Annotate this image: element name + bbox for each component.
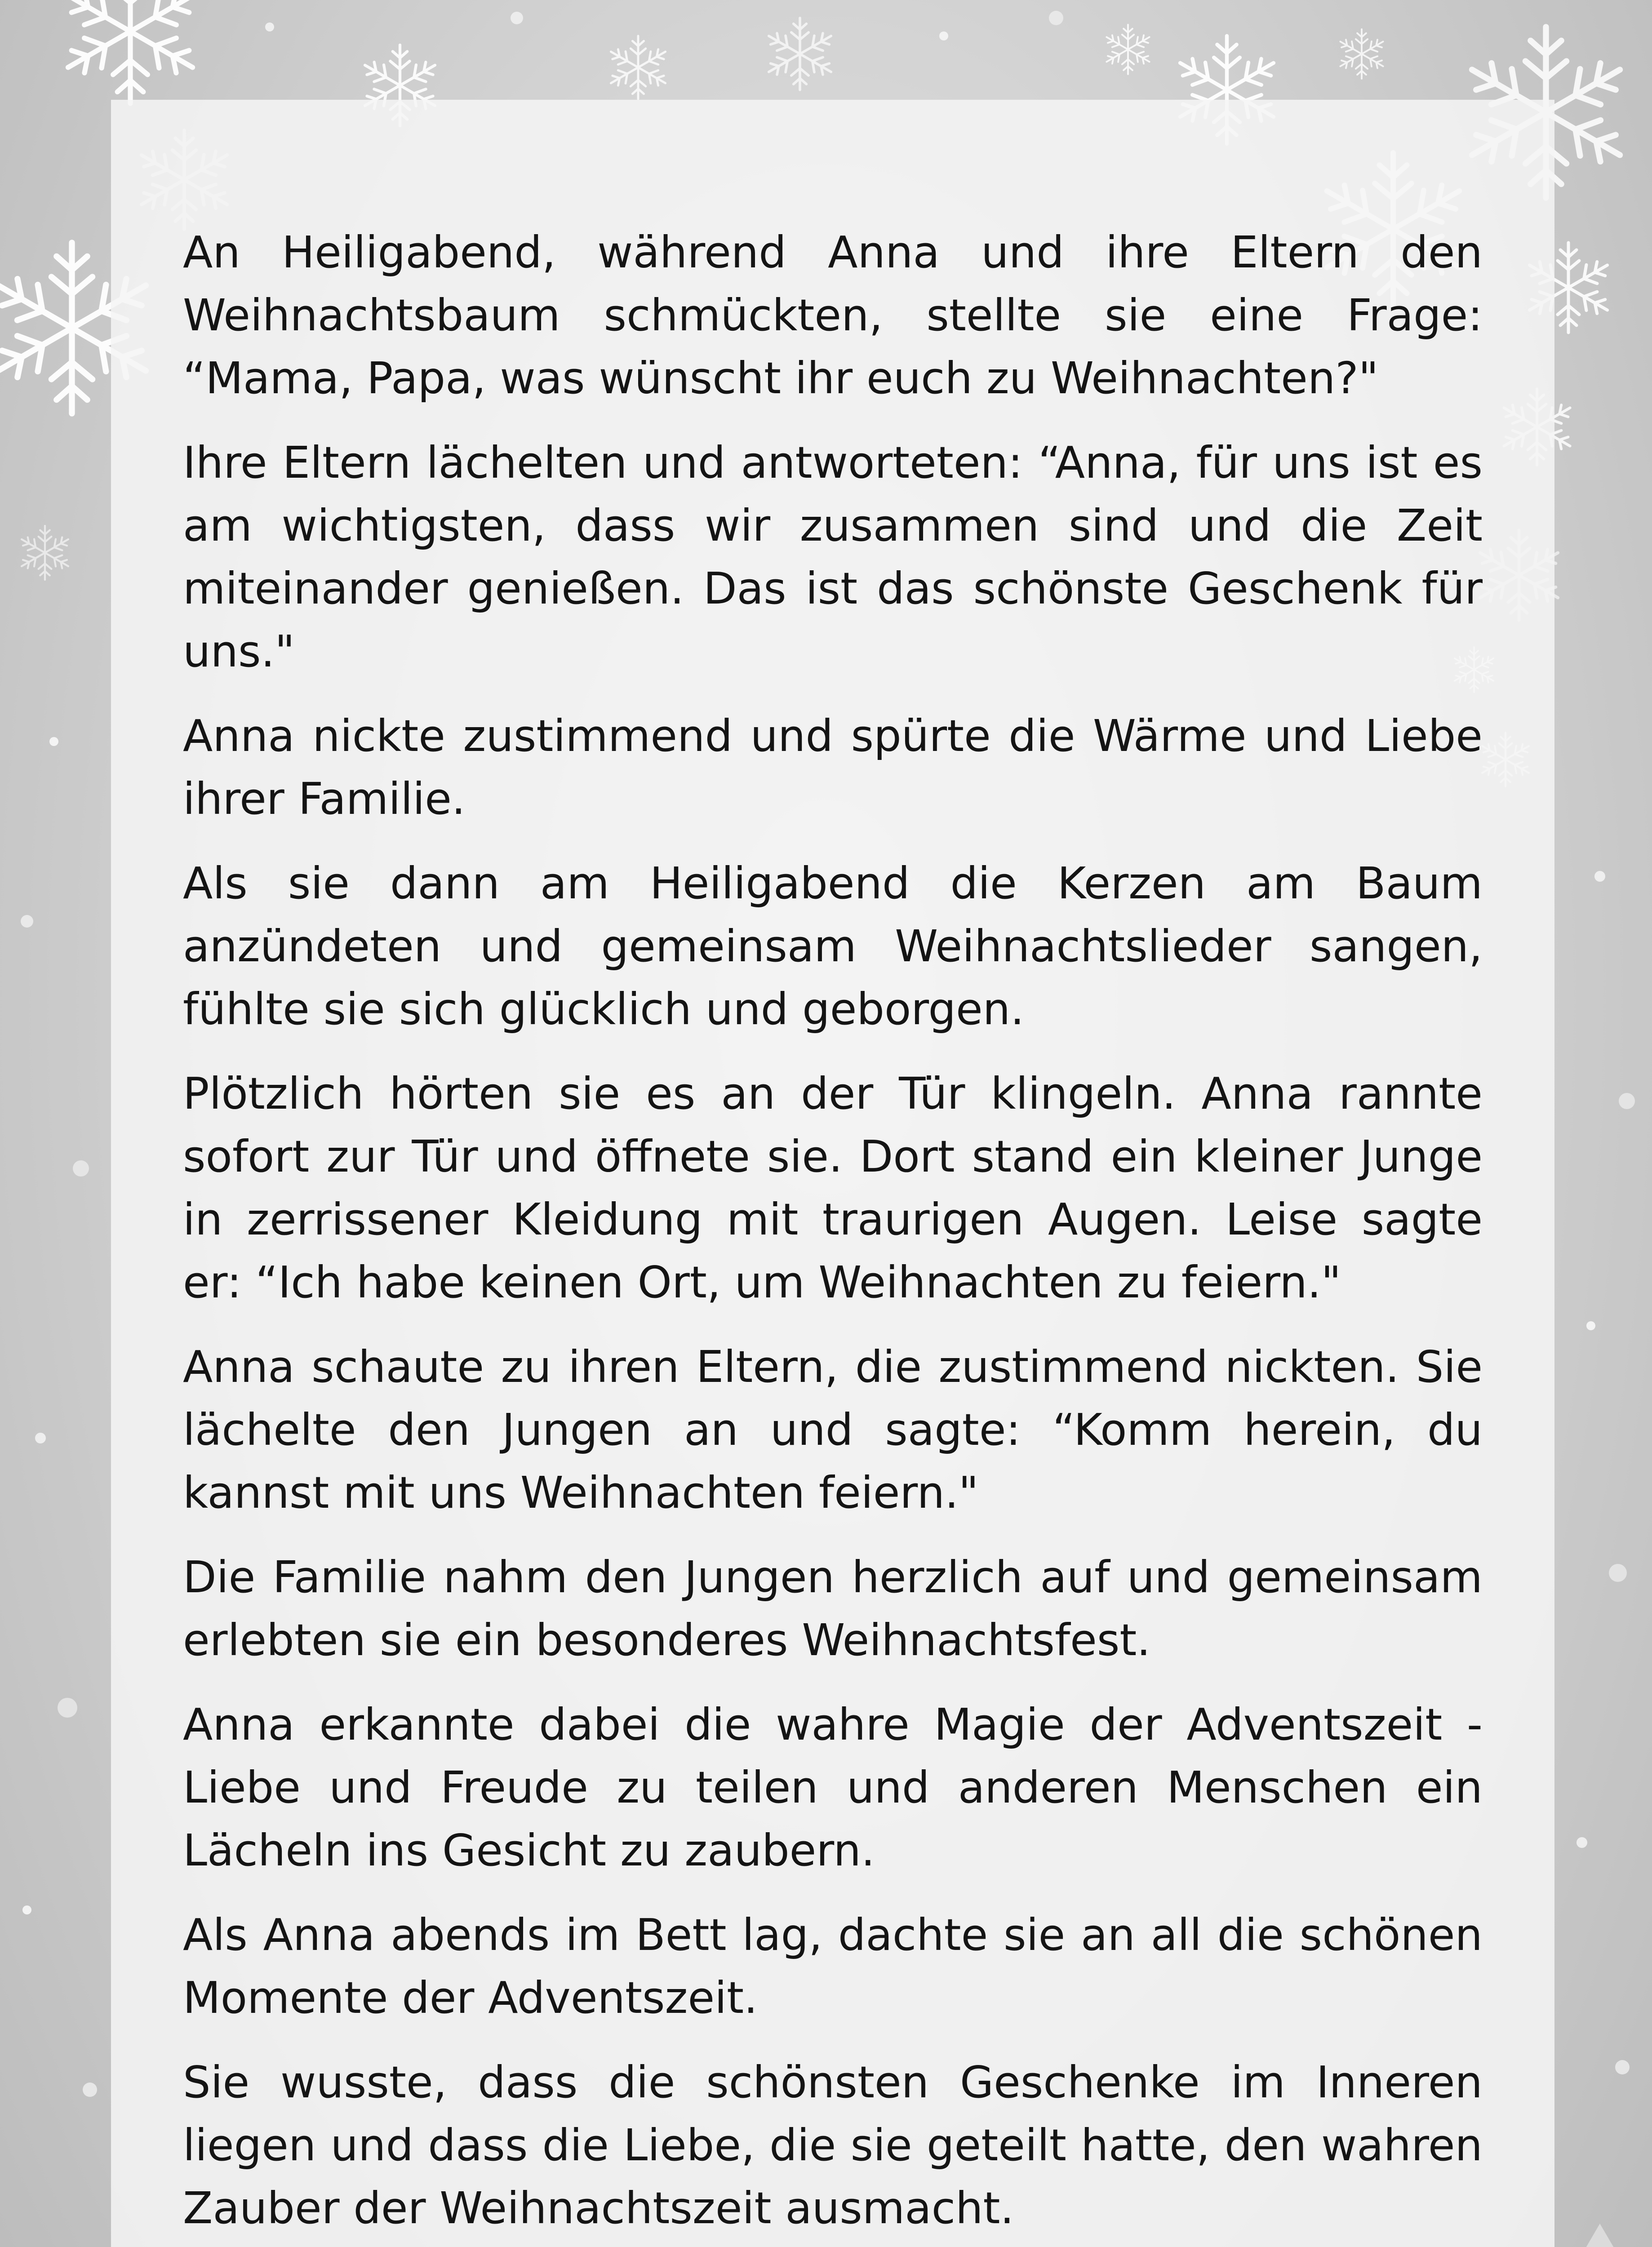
story-paragraph: Ihre Eltern lächelten und antworteten: “Anna, für uns ist es am wichtigsten, dass wir zusammen sind und die Zeit miteinander genießen. Das ist das schönste Geschenk für uns." (183, 437, 1483, 677)
story-paragraph: Die Familie nahm den Jungen herzlich auf und gemeinsam erlebten sie ein besonderes Weihnachtsfest. (183, 1552, 1483, 1665)
story-text (183, 221, 1483, 2247)
story-paragraph: Anna erkannte dabei die wahre Magie der Adventszeit - Liebe und Freude zu teilen und anderen Menschen ein Lächeln ins Gesicht zu zaubern. (183, 1699, 1483, 1876)
story-paragraph: An Heiligabend, während Anna und ihre Eltern den Weihnachtsbaum schmückten, stellte sie eine Frage: “Mama, Papa, was wünscht ihr euch zu Weihnachten?" (183, 227, 1483, 404)
story-paragraph: Anna schaute zu ihren Eltern, die zustimmend nickten. Sie lächelte den Jungen an und sagte: “Komm herein, du kannst mit uns Weihnachten feiern." (183, 1341, 1483, 1518)
story-paragraph: Als Anna abends im Bett lag, dachte sie an all die schönen Momente der Adventszeit. (183, 1910, 1483, 2023)
story-paragraph: Anna nickte zustimmend und spürte die Wärme und Liebe ihrer Familie. (183, 711, 1483, 824)
story-paragraph: Sie wusste, dass die schönsten Geschenke im Inneren liegen und dass die Liebe, die sie geteilt hatte, den wahren Zauber der Weihnachtszeit ausmacht. (183, 2057, 1483, 2234)
story-paragraph: Plötzlich hörten sie es an der Tür klingeln. Anna rannte sofort zur Tür und öffnete sie. Dort stand ein kleiner Junge in zerrissener Kleidung mit traurigen Augen. Leise sagte er: “Ich habe keinen Ort, um Weihnachten zu feiern." (183, 1068, 1483, 1308)
story-paragraph: Als sie dann am Heiligabend die Kerzen am Baum anzündeten und gemeinsam Weihnachtslieder sangen, fühlte sie sich glücklich und geborgen. (183, 858, 1483, 1035)
page-panel (111, 100, 1554, 2247)
